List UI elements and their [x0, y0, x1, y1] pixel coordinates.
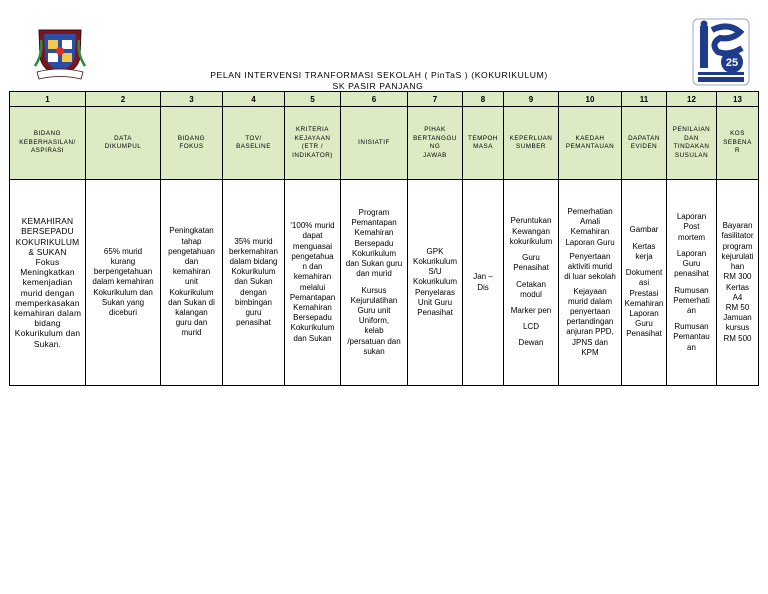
cell-line: han — [730, 262, 745, 272]
cell-line: Laporan — [676, 212, 707, 222]
cell-line: Kokurikulum — [412, 256, 457, 266]
table-cell — [559, 180, 622, 386]
header-line: INISIATIF — [358, 138, 390, 146]
cell-line: Kemahiran — [293, 302, 332, 312]
cell-line: Kejurulatihan — [350, 295, 398, 305]
cell-line: Kemahiran — [354, 228, 394, 238]
column-number: 9 — [504, 92, 559, 107]
cell-line: Kertas — [725, 282, 750, 292]
cell-line: Meningkatkan — [20, 267, 75, 278]
cell-line: dalam kemahiran — [92, 277, 154, 287]
cell-line: & SUKAN — [28, 246, 67, 257]
header-line: SUSULAN — [674, 151, 709, 159]
cell-line: sukan — [363, 346, 385, 356]
table-cell — [86, 180, 161, 386]
cell-line: kejurulati — [721, 251, 754, 261]
column-header — [408, 107, 463, 180]
column-number-row — [10, 92, 759, 107]
cell-line: pertandingan — [566, 317, 614, 327]
column-number: 11 — [622, 92, 667, 107]
column-header — [223, 107, 285, 180]
cell-line: dan — [184, 256, 199, 266]
cell-line: guru dan — [175, 318, 208, 328]
cell-line: Sukan. — [33, 338, 62, 349]
intervention-plan-table — [9, 91, 759, 386]
column-number: 10 — [559, 92, 622, 107]
cell-line: Marker pen — [510, 305, 552, 315]
cell-line: Bayaran — [722, 221, 753, 231]
column-header — [667, 107, 717, 180]
cell-line: Penyelaras — [414, 287, 456, 297]
cell-line: Sukan yang — [101, 297, 145, 307]
cell-line: Post — [683, 222, 700, 232]
cell-line: kurang — [110, 256, 136, 266]
cell-line: mortem — [677, 232, 706, 242]
cell-line: Kemahiran — [570, 227, 610, 237]
school-name: SK PASIR PANJANG — [332, 81, 424, 91]
header-line: (ETR / — [301, 143, 324, 150]
cell-line: Peruntukan — [510, 216, 552, 226]
column-number: 6 — [341, 92, 408, 107]
cell-line: Kursus — [361, 285, 387, 295]
table-cell — [341, 180, 408, 386]
cell-line: Kokurikulum — [412, 277, 457, 287]
column-number: 12 — [667, 92, 717, 107]
column-number: 3 — [161, 92, 223, 107]
table-cell — [223, 180, 285, 386]
cell-line: KPM — [581, 347, 599, 357]
cell-line: Bersepadu — [293, 313, 332, 323]
header-line: KRITERIA — [295, 126, 330, 133]
cell-line: dalam bidang — [229, 256, 278, 266]
cell-line: dan Sukan — [234, 277, 273, 287]
header-line: DATA — [114, 134, 132, 142]
cell-line: Kewangan — [512, 226, 550, 236]
column-header — [717, 107, 759, 180]
header-line: PEMANTAUAN — [565, 143, 615, 150]
cell-line: kokurikulum — [509, 236, 553, 246]
cell-line: memperkasakan — [15, 297, 80, 308]
cell-line: melalui — [299, 282, 326, 292]
cell-line: Kertas — [632, 241, 656, 251]
cell-line: guru — [245, 308, 262, 317]
cell-line: Pemerhati — [673, 295, 710, 305]
cell-line: program — [722, 241, 753, 251]
cell-line: Dewan — [518, 338, 544, 348]
header-line: KAEDAH — [575, 134, 605, 142]
cell-line: dapat — [302, 231, 323, 241]
cell-line: Penasihat — [513, 263, 549, 273]
header-line: DAN — [684, 134, 699, 142]
header-line: JAWAB — [423, 151, 447, 159]
cell-line: bimbingan — [235, 297, 272, 307]
cell-line: Pemantapan — [351, 218, 397, 228]
cell-line: Kokurikulum — [231, 267, 276, 277]
cell-line: RM 50 — [725, 302, 750, 312]
cell-line: BERSEPADU — [21, 226, 74, 237]
column-header — [463, 107, 504, 180]
cell-line: penasihat — [236, 318, 271, 328]
logo-number: 25 — [725, 57, 739, 69]
cell-line: Guru — [682, 259, 701, 269]
cell-line: Kejayaan — [573, 286, 607, 296]
cell-line: Kokurikulum dan — [93, 287, 153, 297]
header-line: TOV/ — [245, 134, 262, 142]
column-header — [86, 107, 161, 180]
cell-line: Uniform, — [358, 316, 390, 326]
table-cell — [408, 180, 463, 386]
cell-line: penasihat — [674, 269, 709, 279]
cell-line: pengetahua — [291, 251, 334, 261]
cell-line: n dan — [302, 262, 323, 272]
cell-line: berpengetahuan — [93, 267, 153, 277]
header-line: NG — [429, 143, 441, 150]
cell-line: kalangan — [175, 308, 208, 317]
cell-line: kemahiran — [293, 272, 332, 282]
cell-line: dengan — [240, 287, 267, 297]
cell-line: modul — [520, 289, 542, 299]
column-number: 7 — [408, 92, 463, 107]
cell-line: Fokus — [35, 256, 60, 267]
table-row — [10, 180, 759, 386]
cell-line: RM 500 — [723, 333, 752, 343]
header-line: INDIKATOR) — [292, 151, 333, 159]
cell-line: LCD — [522, 322, 539, 332]
cell-line: an — [687, 342, 696, 352]
column-header-row — [10, 107, 759, 180]
column-header — [622, 107, 667, 180]
cell-line: Pemerhatian — [567, 207, 613, 217]
cell-line: Pemantau — [673, 332, 710, 342]
cell-line: Prestasi — [629, 288, 659, 298]
header-line: MASA — [473, 143, 493, 150]
column-header — [161, 107, 223, 180]
cell-line: Unit Guru — [417, 297, 453, 307]
header-line: DIKUMPUL — [104, 143, 142, 150]
cell-line: dan murid — [356, 269, 392, 279]
cell-line: Kokurikulum — [290, 323, 335, 333]
table-cell — [10, 180, 86, 386]
cell-line: menguasai — [292, 241, 333, 251]
cell-line: pengetahuan — [168, 246, 215, 256]
cell-line: Kokurikulum dan — [14, 328, 81, 339]
header-line: FOKUS — [179, 143, 204, 150]
cell-line: Laporan — [629, 308, 659, 318]
cell-line: Rumusan — [674, 285, 709, 295]
cell-line: Dis — [477, 282, 489, 292]
cell-line: Cetakan — [516, 279, 546, 289]
cell-line: Amali — [579, 217, 600, 227]
table-cell — [285, 180, 341, 386]
header-line: R — [734, 147, 741, 155]
column-number: 8 — [463, 92, 504, 107]
cell-line: dan Sukan guru — [345, 259, 403, 269]
cell-line: kemahiran dalam — [13, 308, 82, 318]
table-cell — [717, 180, 759, 386]
header-line: SUMBER — [516, 143, 546, 150]
cell-line: Guru — [522, 253, 540, 263]
cell-line: murid — [181, 328, 202, 338]
header-line: BIDANG — [177, 134, 206, 142]
header-line: PIHAK — [424, 126, 446, 133]
cell-line: kelab — [364, 326, 384, 336]
table-cell — [667, 180, 717, 386]
table-cell — [504, 180, 559, 386]
cell-line: 65% murid — [103, 246, 143, 256]
table-cell — [622, 180, 667, 386]
column-number: 1 — [10, 92, 86, 107]
cell-line: bidang — [34, 318, 61, 329]
cell-line: S/U — [428, 267, 442, 277]
header-line: KEPERLUAN — [509, 134, 553, 142]
header-line: KOS — [730, 130, 745, 138]
header-line: ASPIRASI — [30, 147, 65, 155]
cell-line: Gambar — [629, 225, 659, 235]
cell-line: asi — [638, 278, 650, 288]
header-line: TEMPOH — [468, 134, 498, 142]
cell-line: KEMAHIRAN — [21, 216, 74, 227]
column-header — [285, 107, 341, 180]
cell-line: Peningkatan — [169, 226, 214, 236]
column-header — [341, 107, 408, 180]
page-title: PELAN INTERVENSI TRANFORMASI SEKOLAH ( PinTaS ) (KOKURIKULUM) — [210, 70, 548, 80]
column-number: 2 — [86, 92, 161, 107]
cell-line: aktiviti murid — [567, 262, 613, 272]
cell-line: GPK — [426, 246, 444, 256]
table-cell — [161, 180, 223, 386]
cell-line: Program — [358, 208, 390, 218]
header-line: DAPATAN — [628, 134, 660, 142]
header-line: PENILAIAN — [672, 126, 711, 133]
cell-line: dan Sukan di — [168, 297, 215, 307]
header-line: SEBENA — [723, 138, 752, 146]
cell-line: Jan – — [473, 272, 493, 282]
cell-line: anjuran PPD, — [566, 327, 614, 337]
cell-line: an — [687, 305, 696, 315]
cell-line: kerja — [635, 251, 653, 261]
cell-line: Penyertaan — [569, 251, 611, 261]
column-number: 5 — [285, 92, 341, 107]
cell-line: Rumusan — [674, 322, 709, 332]
cell-line: murid dengan — [20, 287, 75, 298]
header-line: TINDAKAN — [673, 143, 710, 150]
header-line: BERTANGGU — [413, 134, 457, 142]
cell-line: Jamuan — [723, 313, 752, 323]
column-header — [559, 107, 622, 180]
cell-line: Bersepadu — [354, 238, 394, 248]
column-header — [504, 107, 559, 180]
cell-line: diceburi — [108, 308, 137, 317]
cell-line: berkemahiran — [229, 246, 278, 256]
cell-line: Guru unit — [357, 305, 391, 315]
cell-line: penyertaan — [569, 306, 611, 316]
header-line: KEJAYAAN — [294, 134, 331, 142]
cell-line: 35% murid — [234, 236, 273, 246]
cell-line: Penasihat — [626, 329, 662, 339]
cell-line: kemahiran — [172, 267, 211, 277]
cell-line: '100% murid — [290, 221, 335, 231]
cell-line: unit — [185, 277, 198, 287]
column-number: 4 — [223, 92, 285, 107]
cell-line: KOKURIKULUM — [15, 236, 80, 247]
cell-line: dan Sukan — [293, 333, 332, 343]
cell-line: di luar sekolah — [564, 272, 616, 282]
cell-line: /persatuan dan — [347, 336, 401, 346]
cell-line: kursus — [725, 323, 750, 333]
cell-line: JPNS dan — [571, 337, 609, 347]
cell-line: murid dalam — [567, 296, 612, 306]
cell-line: Penasihat — [417, 308, 453, 317]
cell-line: Kokurikulum — [169, 287, 214, 297]
cell-line: Laporan — [676, 248, 707, 258]
header-line: EVIDEN — [630, 143, 658, 150]
cell-line: Pemantapan — [289, 292, 336, 302]
column-header — [10, 107, 86, 180]
cell-line: Laporan Guru — [565, 237, 615, 247]
cell-line: Kemahiran — [624, 298, 664, 308]
column-number: 13 — [717, 92, 759, 107]
cell-line: kemenjadian — [22, 277, 73, 288]
cell-line: Guru — [635, 319, 653, 329]
cell-line: A4 — [732, 292, 743, 302]
cell-line: Kokurikulum — [351, 248, 396, 258]
header-line: KEBERHASILAN/ — [19, 138, 76, 146]
cell-line: Dokument — [625, 268, 663, 278]
cell-line: fasilitator — [721, 231, 754, 241]
cell-line: tahap — [181, 236, 202, 246]
cell-line: RM 300 — [723, 272, 752, 282]
header-line: BASELINE — [236, 143, 271, 150]
table-cell — [463, 180, 504, 386]
header-line: BIDANG — [33, 130, 62, 138]
